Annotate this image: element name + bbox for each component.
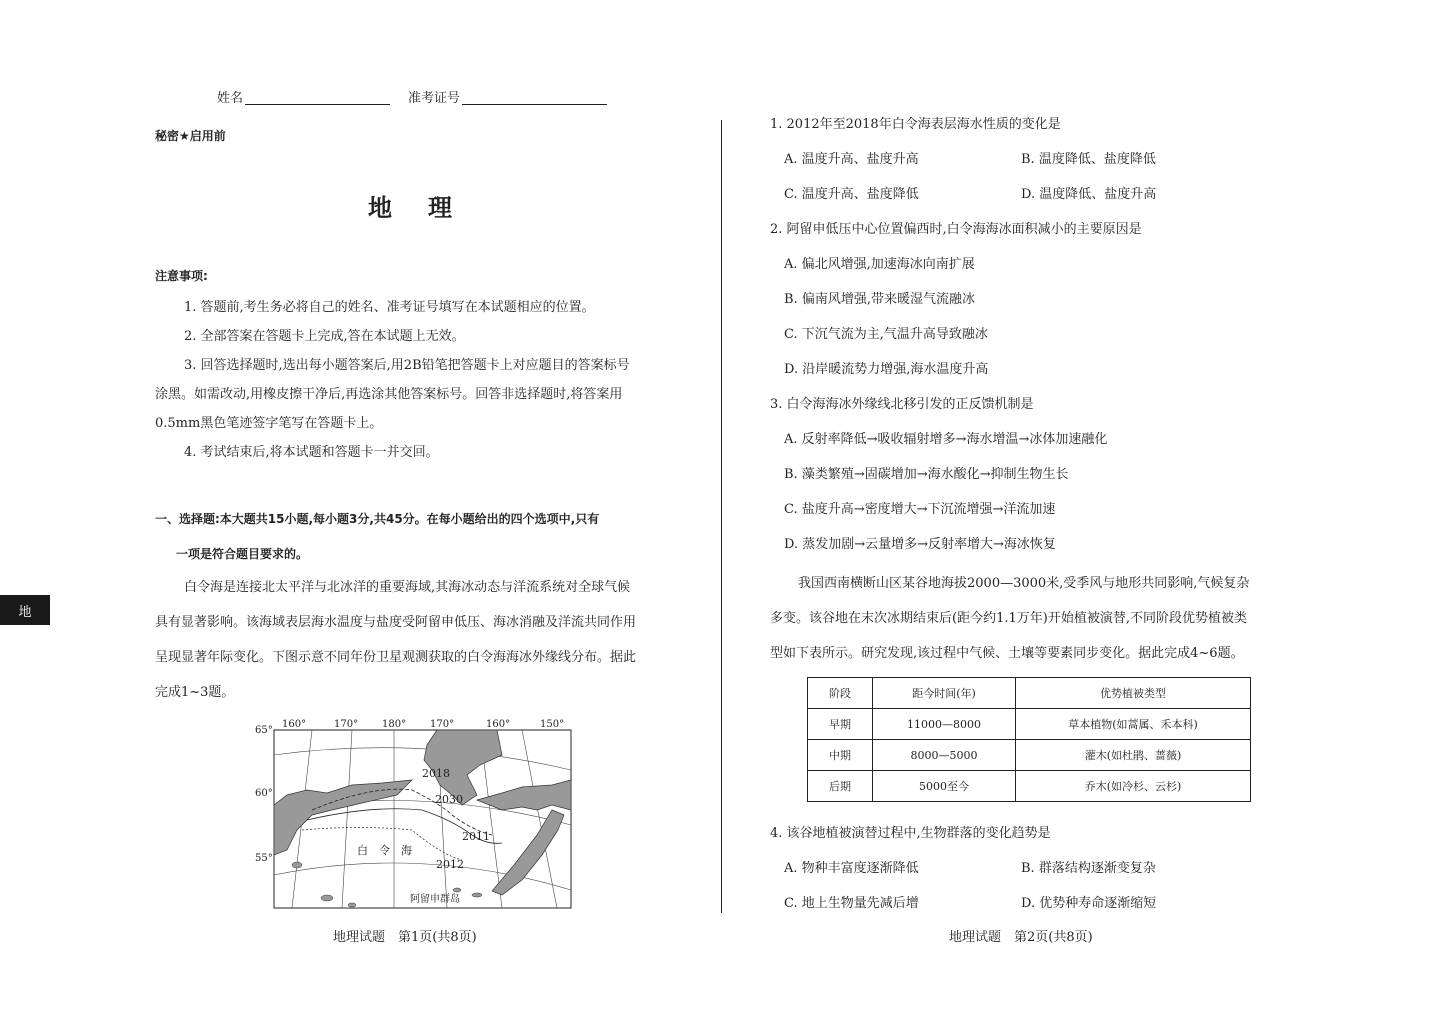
q4-stem: 4. 该谷地植被演替过程中,生物群落的变化趋势是	[770, 826, 1051, 841]
aleutian-label: 阿留申群岛	[410, 894, 460, 905]
exam-id-label: 准考证号	[408, 91, 461, 106]
lon-label-180: 180°	[382, 719, 407, 730]
q1-option-a[interactable]: A. 温度升高、盐度升高	[784, 152, 919, 167]
notes-item-3: 3. 回答选择题时,选出每小题答案后,用2B铅笔把答题卡上对应题目的答案标号	[184, 358, 630, 373]
table-cell: 草本植物(如蒿属、禾本科)	[1016, 709, 1251, 740]
name-blank[interactable]	[245, 92, 390, 105]
table-header-cell: 阶段	[808, 678, 873, 709]
q2-option-c[interactable]: C. 下沉气流为主,气温升高导致融冰	[784, 327, 988, 342]
lon-label-160e: 160°	[486, 719, 511, 730]
table-row	[808, 771, 1251, 802]
year-label-2011: 2011	[462, 830, 490, 843]
q3-option-d[interactable]: D. 蒸发加剧→云量增多→反射率增大→海冰恢复	[784, 537, 1056, 552]
notes-item-2: 2. 全部答案在答题卡上完成,答在本试题上无效。	[184, 329, 465, 344]
lon-label-150e: 150°	[540, 719, 565, 730]
lon-label-170e: 170°	[430, 719, 455, 730]
table-cell: 11000—8000	[873, 709, 1016, 740]
q3-option-a[interactable]: A. 反射率降低→吸收辐射增多→海水增温→冰体加速融化	[784, 432, 1108, 447]
sea-label: 白 令 海	[357, 844, 412, 857]
table-row	[808, 709, 1251, 740]
table-header-cell: 距今时间(年)	[873, 678, 1016, 709]
name-label: 姓名	[217, 91, 244, 106]
name-field	[217, 92, 390, 105]
table-row	[808, 740, 1251, 771]
q3-stem: 3. 白令海海冰外缘线北移引发的正反馈机制是	[770, 397, 1034, 412]
q4-option-a[interactable]: A. 物种丰富度逐渐降低	[784, 861, 919, 876]
year-label-2012: 2012	[436, 858, 464, 871]
lon-label-170w: 170°	[334, 719, 359, 730]
q1-option-c[interactable]: C. 温度升高、盐度降低	[784, 187, 919, 202]
secret-label: 秘密★启用前	[155, 129, 226, 143]
q2-option-b[interactable]: B. 偏南风增强,带来暖湿气流融冰	[784, 292, 975, 307]
subject-side-tab: 地	[0, 595, 50, 625]
page-divider	[721, 120, 722, 913]
q1-option-b[interactable]: B. 温度降低、盐度降低	[1021, 152, 1156, 167]
q2-stem: 2. 阿留申低压中心位置偏西时,白令海海冰面积减小的主要原因是	[770, 222, 1142, 237]
q3-option-b[interactable]: B. 藻类繁殖→固碳增加→海水酸化→抑制生物生长	[784, 467, 1069, 482]
q4-option-d[interactable]: D. 优势种寿命逐渐缩短	[1021, 896, 1157, 911]
q4-option-c[interactable]: C. 地上生物量先减后增	[784, 896, 919, 911]
bering-intro-1: 白令海是连接北太平洋与北冰洋的重要海域,其海冰动态与洋流系统对全球气候	[184, 580, 631, 595]
table-cell: 8000—5000	[873, 740, 1016, 771]
section-title-line2: 一项是符合题目要求的。	[176, 547, 309, 561]
lat-label-60: 60°	[255, 788, 273, 799]
page-title: 地 理	[368, 194, 458, 222]
q2-option-a[interactable]: A. 偏北风增强,加速海冰向南扩展	[784, 257, 975, 272]
table-cell: 早期	[808, 709, 873, 740]
bering-intro-3: 呈现显著年际变化。下图示意不同年份卫星观测获取的白令海海冰外缘线分布。据此	[155, 650, 637, 665]
table-header-row	[808, 678, 1251, 709]
table-cell: 后期	[808, 771, 873, 802]
bering-intro-4: 完成1~3题。	[155, 685, 235, 700]
bering-intro-2: 具有显著影响。该海域表层海水温度与盐度受阿留申低压、海冰消融及洋流共同作用	[155, 615, 637, 630]
notes-title: 注意事项:	[155, 269, 208, 283]
table-cell: 5000至今	[873, 771, 1016, 802]
table-cell: 灌木(如杜鹃、蔷薇)	[1016, 740, 1251, 771]
exam-id-blank[interactable]	[462, 92, 607, 105]
q3-option-c[interactable]: C. 盐度升高→密度增大→下沉流增强→洋流加速	[784, 502, 1056, 517]
q1-stem: 1. 2012年至2018年白令海表层海水性质的变化是	[770, 117, 1061, 132]
bering-sea-map	[252, 715, 582, 915]
valley-intro-2: 多变。该谷地在末次冰期结束后(距今约1.1万年)开始植被演替,不同阶段优势植被类	[770, 611, 1247, 626]
footer-page-1: 地理试题 第1页(共8页)	[333, 930, 477, 945]
q2-option-d[interactable]: D. 沿岸暖流势力增强,海水温度升高	[784, 362, 989, 377]
notes-item-4: 4. 考试结束后,将本试题和答题卡一并交回。	[184, 445, 439, 460]
section-title-line1: 一、选择题:本大题共15小题,每小题3分,共45分。在每小题给出的四个选项中,只有	[155, 512, 600, 526]
year-label-2018: 2018	[422, 767, 450, 780]
q4-option-b[interactable]: B. 群落结构逐渐变复杂	[1021, 861, 1156, 876]
q1-option-d[interactable]: D. 温度降低、盐度升高	[1021, 187, 1157, 202]
table-header-cell: 优势植被类型	[1016, 678, 1251, 709]
valley-intro-3: 型如下表所示。研究发现,该过程中气候、土壤等要素同步变化。据此完成4~6题。	[770, 646, 1244, 661]
map-svg	[252, 715, 582, 915]
lat-label-55: 55°	[255, 853, 273, 864]
lon-label-160w: 160°	[282, 719, 307, 730]
vegetation-table	[807, 677, 1251, 802]
notes-item-1: 1. 答题前,考生务必将自己的姓名、准考证号填写在本试题相应的位置。	[184, 300, 595, 315]
lat-label-65: 65°	[255, 725, 273, 736]
exam-id-field	[408, 92, 607, 105]
valley-intro-1: 我国西南横断山区某谷地海拔2000—3000米,受季风与地形共同影响,气候复杂	[798, 576, 1250, 591]
table-cell: 乔木(如冷杉、云杉)	[1016, 771, 1251, 802]
footer-page-2: 地理试题 第2页(共8页)	[949, 930, 1093, 945]
table-cell: 中期	[808, 740, 873, 771]
year-label-2030: 2030	[435, 793, 463, 806]
notes-item-3-cont2: 0.5mm黑色笔迹签字笔写在答题卡上。	[155, 416, 383, 431]
notes-item-3-cont: 涂黑。如需改动,用橡皮擦干净后,再选涂其他答案标号。回答非选择题时,将答案用	[155, 387, 623, 402]
